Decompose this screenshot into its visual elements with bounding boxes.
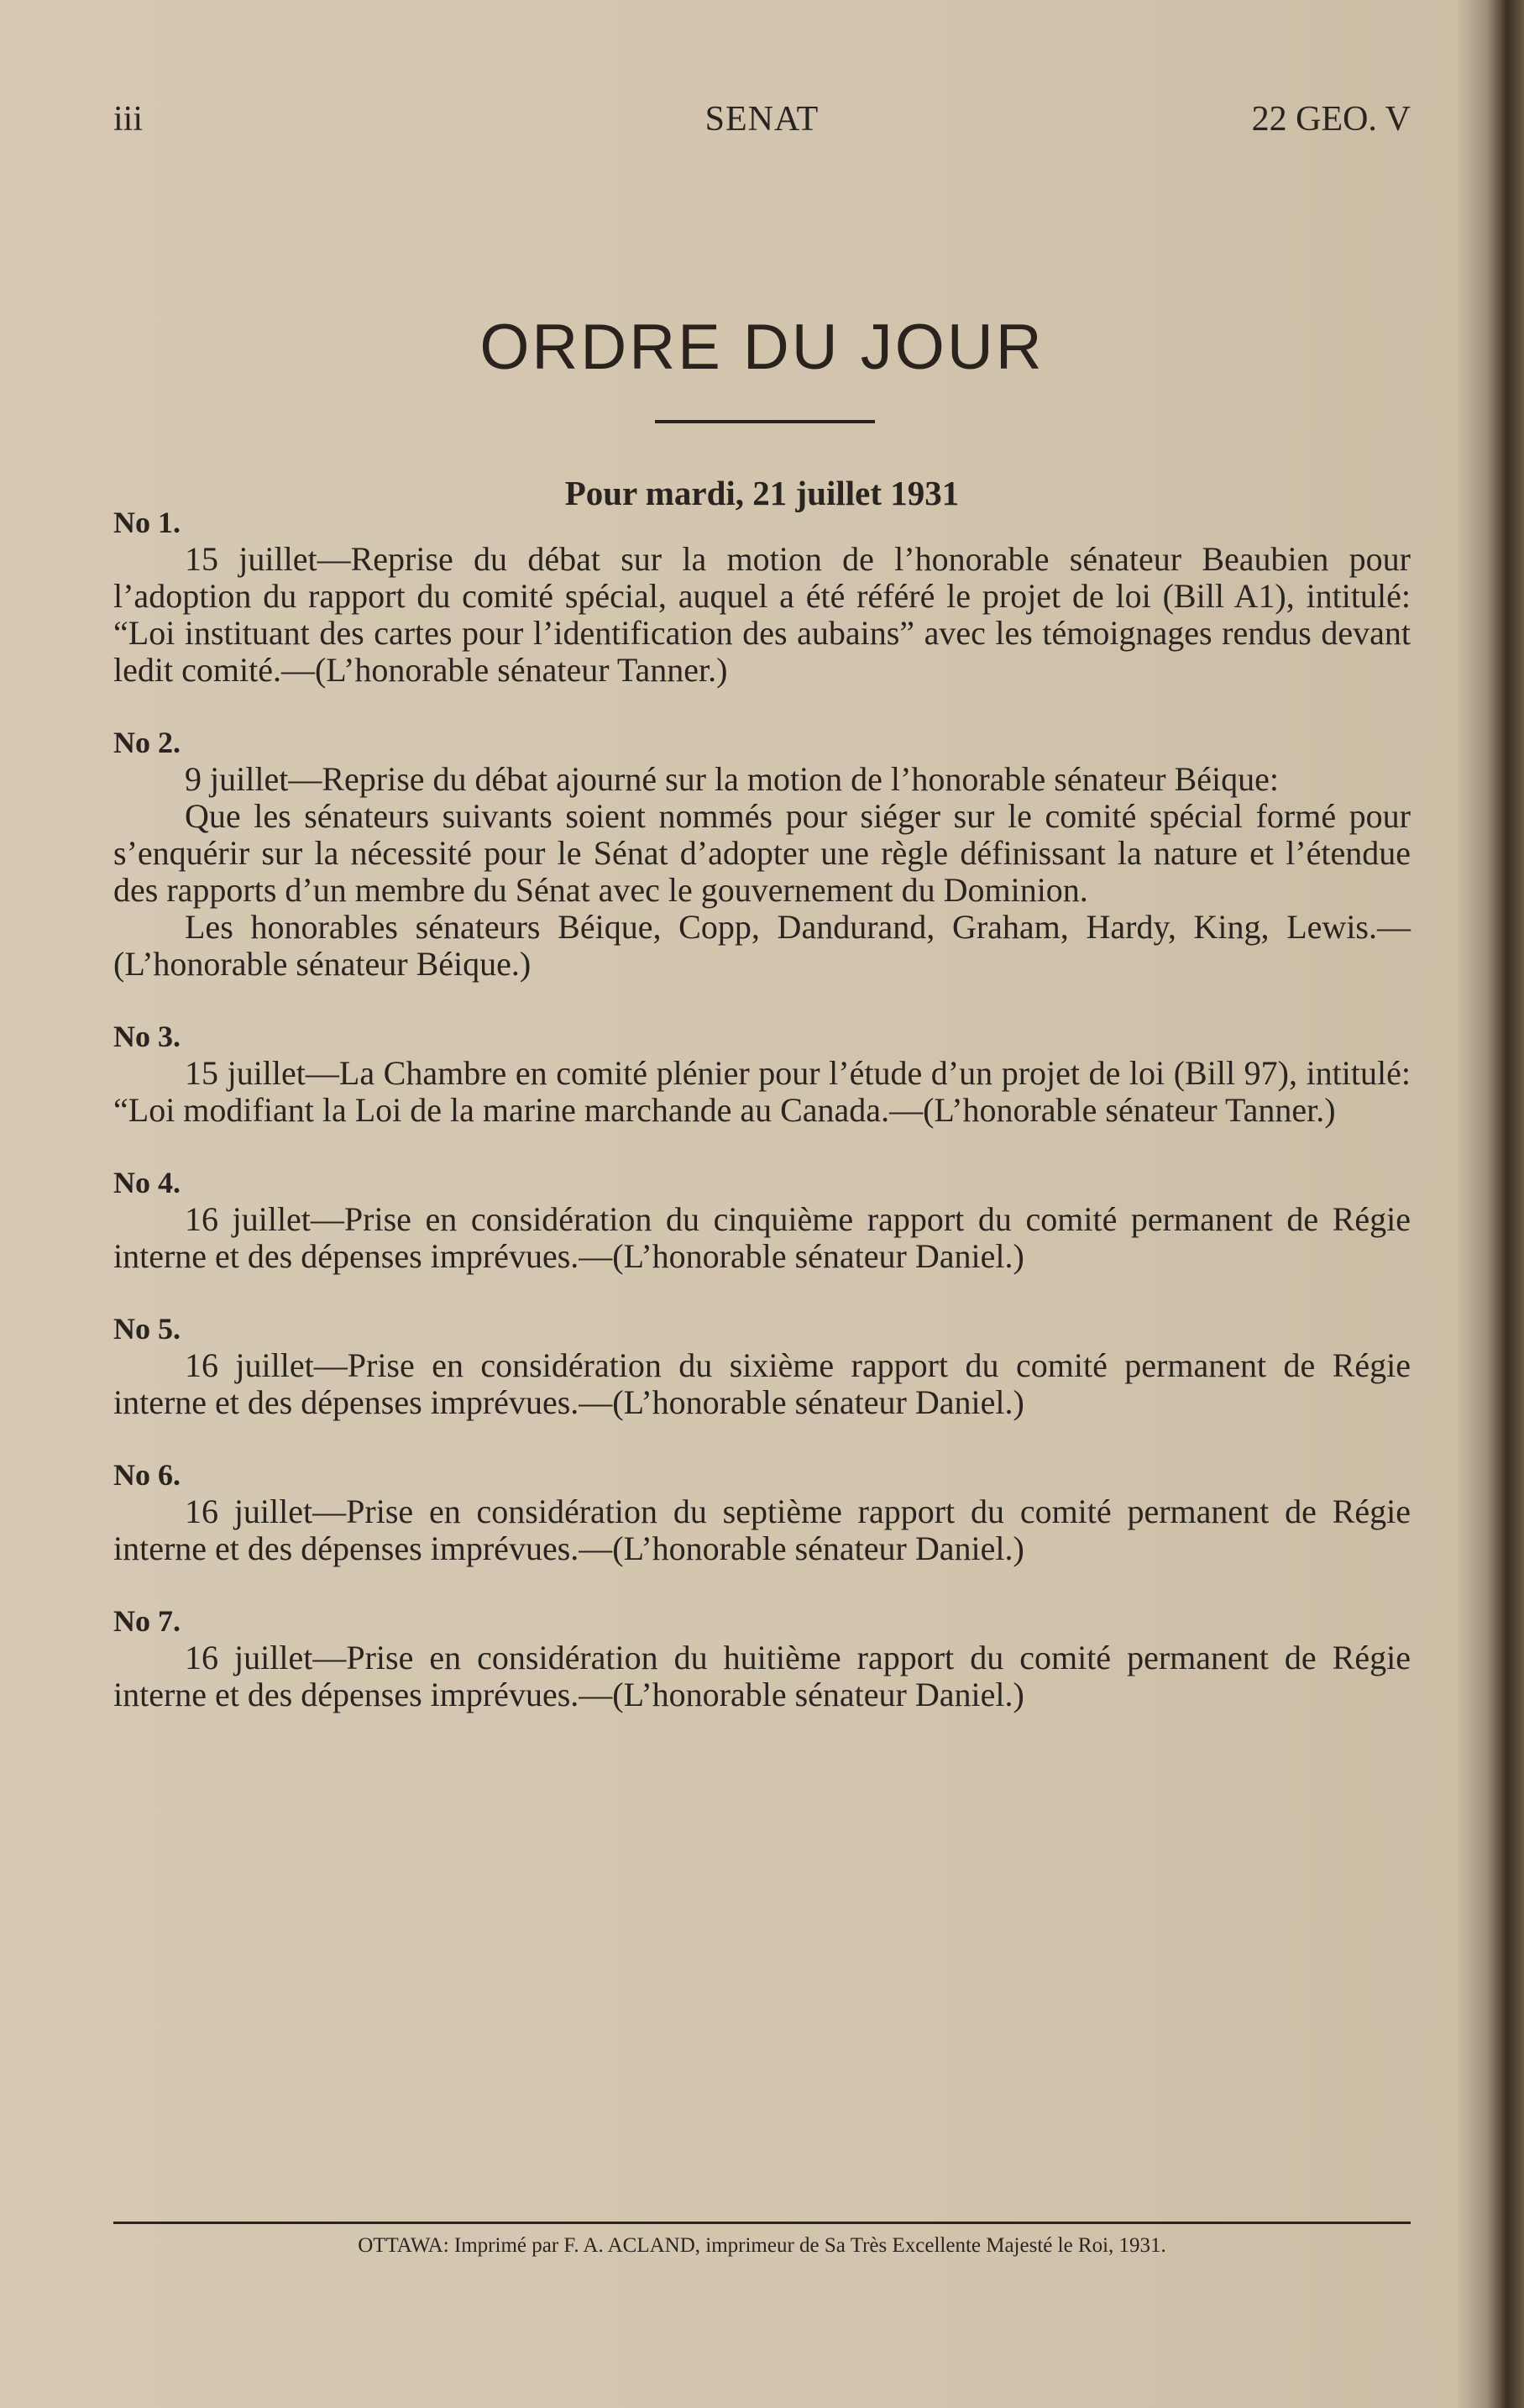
agenda-item-text: 16 juillet—Prise en considération du septième rapport du comité permanent de Régie interne et des dépenses imprévues.—(L’honorable sénateur Daniel.)	[113, 1493, 1411, 1567]
agenda-item-text: 15 juillet—La Chambre en comité plénier pour l’étude d’un projet de loi (Bill 97), intitulé: “Loi modifiant la Loi de la marine marchande au Canada.—(L’honorable sénateur Tanner.)	[113, 1054, 1411, 1129]
agenda-item-text: 16 juillet—Prise en considération du sixième rapport du comité permanent de Régie interne et des dépenses imprévues.—(L’honorable sénateur Daniel.)	[113, 1346, 1411, 1421]
agenda-item-text: Que les sénateurs suivants soient nommés pour siéger sur le comité spécial formé pour s’enquérir sur la nécessité pour le Sénat d’adopter une règle définissant la nature et l’étendue des rapports d’un membre du Sénat avec le gouvernement du Dominion.	[113, 797, 1411, 909]
agenda-item-1	[113, 504, 1411, 689]
agenda-item-number: No 4.	[113, 1166, 181, 1199]
agenda-item-text: 15 juillet—Reprise du débat sur la motion de l’honorable sénateur Beaubien pour l’adoption du rapport du comité spécial, auquel a été référé le projet de loi (Bill A1), intitulé: “Loi instituant des cartes pour l’identification des aubains” avec les témoignages rendus devant ledit comité.—(L’honorable sénateur Tanner.)	[113, 540, 1411, 689]
agenda-date: Pour mardi, 21 juillet 1931	[564, 474, 960, 512]
agenda-item-2	[113, 724, 1411, 983]
page-number: iii	[113, 100, 144, 139]
agenda-item-text: 16 juillet—Prise en considération du cinquième rapport du comité permanent de Régie interne et des dépenses imprévues.—(L’honorable sénateur Daniel.)	[113, 1200, 1411, 1275]
running-header	[113, 99, 1411, 150]
agenda-item-text: 16 juillet—Prise en considération du huitième rapport du comité permanent de Régie interne et des dépenses imprévues.—(L’honorable sénateur Daniel.)	[113, 1639, 1411, 1713]
agenda-items	[113, 504, 1411, 1713]
agenda-item-text: 9 juillet—Reprise du débat ajourné sur la motion de l’honorable sénateur Béique:	[185, 760, 1279, 798]
page-title: ORDRE DU JOUR	[479, 312, 1045, 383]
header-right-reference: 22 GEO. V	[1251, 100, 1411, 139]
printer-imprint: OTTAWA: Imprimé par F. A. ACLAND, imprimeur de Sa Très Excellente Majesté le Roi, 1931.	[358, 2234, 1166, 2257]
binding-edge-shadow	[1457, 0, 1524, 2408]
agenda-item-5	[113, 1310, 1411, 1421]
agenda-item-number: No 5.	[113, 1312, 181, 1346]
title-divider	[655, 420, 875, 423]
agenda-item-4	[113, 1164, 1411, 1275]
agenda-item-text: Les honorables sénateurs Béique, Copp, Dandurand, Graham, Hardy, King, Lewis.—(L’honorable sénateur Béique.)	[113, 908, 1411, 983]
footer-divider	[113, 2222, 1411, 2224]
agenda-item-number: No 6.	[113, 1458, 181, 1492]
header-center-title: SENAT	[704, 100, 820, 139]
agenda-item-number: No 1.	[113, 506, 181, 539]
agenda-item-3	[113, 1018, 1411, 1129]
agenda-item-number: No 3.	[113, 1020, 181, 1053]
agenda-item-number: No 7.	[113, 1604, 181, 1638]
agenda-item-number: No 2.	[113, 726, 181, 759]
agenda-item-6	[113, 1456, 1411, 1567]
agenda-item-7	[113, 1603, 1411, 1713]
